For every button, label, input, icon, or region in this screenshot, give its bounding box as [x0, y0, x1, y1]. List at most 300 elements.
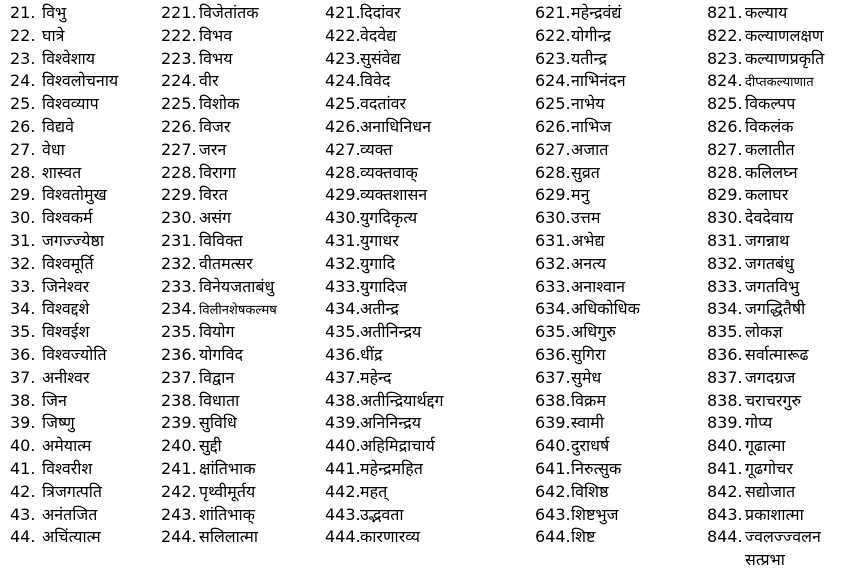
entry-name: लोकज्ञ	[745, 322, 783, 342]
entry-name: क्षांतिभाक	[199, 459, 256, 478]
entry-number: 628.	[535, 162, 571, 182]
entry-name: विशोक	[199, 94, 240, 114]
list-item	[535, 206, 600, 229]
entry-number: 632.	[535, 253, 571, 273]
list-item	[325, 138, 392, 161]
entry-name: विद्वान	[199, 367, 235, 387]
list-item	[325, 24, 396, 47]
entry-number: 24.	[10, 71, 36, 91]
list-item	[535, 343, 606, 366]
entry-name: नाभिनंदन	[571, 71, 626, 91]
entry-number: 422.	[325, 25, 361, 45]
list-item	[10, 366, 90, 389]
list-item	[161, 115, 230, 138]
entry-number: 241.	[161, 459, 197, 478]
list-item	[535, 480, 609, 503]
entry-name: अचिंत्यात्म	[42, 527, 101, 547]
list-item	[325, 47, 401, 70]
entry-number: 40.	[10, 436, 36, 456]
entry-name: अनीश्वर	[42, 367, 90, 387]
entry-number: 821.	[707, 3, 743, 22]
entry-name: विश्वमूर्ति	[42, 253, 94, 273]
entry-name: सद्योजात	[745, 481, 796, 501]
list-item	[535, 411, 604, 434]
entry-name: वीतमत्सर	[199, 253, 253, 273]
list-item	[707, 366, 795, 389]
entry-name: विभव	[199, 25, 233, 45]
entry-name: विक्रम	[571, 390, 606, 410]
entry-number: 829.	[707, 185, 743, 205]
entry-number: 22.	[10, 25, 36, 45]
list-item	[161, 297, 277, 320]
list-item	[535, 457, 621, 480]
entry-number: 238.	[161, 390, 197, 410]
entry-name: उद्भवता	[360, 504, 404, 524]
entry-name: अतीनिन्द्रय	[360, 322, 422, 342]
list-item	[535, 69, 626, 92]
entry-name: विकलंक	[745, 117, 794, 136]
entry-name: जगद्धितैषी	[745, 299, 806, 319]
entry-number: 21.	[10, 3, 36, 22]
entry-name: ज्वलज्ज्वलन सत्प्रभा	[745, 527, 821, 570]
entry-name: जिनेश्वर	[42, 276, 90, 296]
entry-name: विवेद	[360, 71, 391, 91]
entry-name: कलाघर	[745, 185, 789, 205]
entry-number: 426.	[325, 117, 361, 136]
list-item	[325, 480, 387, 503]
list-item	[161, 1, 259, 24]
entry-name: दिदांवर	[360, 3, 401, 22]
entry-number: 233.	[161, 276, 197, 296]
entry-name: विश्वलोचनाय	[42, 71, 119, 91]
list-item	[535, 389, 606, 412]
list-item	[161, 206, 231, 229]
entry-name: यतीन्द्र	[571, 48, 607, 68]
list-item	[10, 389, 67, 412]
list-item	[535, 161, 600, 184]
entry-number: 38.	[10, 390, 36, 410]
list-item	[707, 434, 785, 457]
entry-number: 230.	[161, 208, 197, 228]
list-item	[10, 47, 95, 70]
entry-number: 443.	[325, 504, 361, 524]
entry-number: 841.	[707, 459, 743, 478]
entry-name: नाभेय	[571, 94, 605, 114]
entry-name: विश्वद्दशे	[42, 299, 90, 319]
list-item	[707, 525, 840, 571]
entry-number: 228.	[161, 162, 197, 182]
entry-name: विश्वेशाय	[42, 48, 96, 68]
list-item	[707, 69, 814, 92]
entry-number: 843.	[707, 504, 743, 524]
entry-number: 29.	[10, 185, 36, 205]
entry-number: 42.	[10, 481, 36, 501]
list-item	[707, 206, 793, 229]
entry-name: विविक्त	[199, 231, 243, 250]
list-item	[325, 434, 435, 457]
entry-number: 839.	[707, 413, 743, 433]
entry-name: अनिनिन्द्रय	[360, 413, 421, 433]
entry-number: 622.	[535, 25, 571, 45]
entry-number: 227.	[161, 139, 197, 159]
entry-name: विरत	[199, 185, 228, 205]
entry-number: 825.	[707, 94, 743, 114]
entry-name: व्यक्तशासन	[360, 185, 428, 205]
entry-name: विलीनशेषकल्मष	[199, 303, 277, 319]
list-item	[707, 252, 794, 275]
entry-name: विद्यवे	[42, 117, 75, 136]
entry-number: 826.	[707, 117, 743, 136]
entry-name: सुव्रत	[571, 162, 600, 182]
list-item	[325, 320, 421, 343]
list-item	[325, 457, 423, 480]
entry-name: अनंतजित	[42, 504, 98, 524]
entry-name: सुद्दी	[199, 436, 222, 456]
entry-number: 824.	[707, 71, 743, 91]
entry-number: 25.	[10, 94, 36, 114]
entry-name: महेन्द्रवंद्यं	[571, 3, 622, 22]
list-item	[10, 457, 92, 480]
list-item	[707, 161, 798, 184]
list-item	[161, 525, 258, 548]
entry-name: कारणारव्य	[360, 527, 420, 547]
list-item	[161, 389, 239, 412]
entry-name: घात्रे	[42, 25, 65, 45]
entry-name: धींद्र	[360, 345, 383, 364]
list-item	[325, 503, 404, 526]
list-item	[535, 297, 640, 320]
list-item	[325, 69, 390, 92]
entry-number: 623.	[535, 48, 571, 68]
entry-number: 640.	[535, 436, 571, 456]
entry-name: जिन	[42, 390, 67, 410]
entry-name: जगन्नाथ	[745, 231, 790, 250]
list-item	[535, 229, 605, 252]
entry-number: 242.	[161, 481, 197, 501]
list-item	[707, 183, 788, 206]
list-item	[535, 434, 609, 457]
entry-number: 630.	[535, 208, 571, 228]
list-item	[10, 69, 118, 92]
entry-name: अजात	[571, 139, 609, 159]
entry-name: अनाश्वान	[571, 276, 625, 296]
entry-name: जगतविभु	[745, 276, 800, 296]
entry-number: 626.	[535, 117, 571, 136]
entry-number: 244.	[161, 527, 197, 547]
entry-number: 837.	[707, 367, 743, 387]
entry-number: 229.	[161, 185, 197, 205]
list-item	[707, 92, 795, 115]
entry-number: 430.	[325, 208, 361, 228]
entry-number: 828.	[707, 162, 743, 182]
list-item	[161, 92, 239, 115]
list-item	[325, 229, 399, 252]
entry-name: कल्याणप्रकृति	[745, 48, 825, 68]
entry-number: 27.	[10, 139, 36, 159]
list-item	[707, 229, 789, 252]
entry-number: 221.	[161, 3, 197, 22]
entry-name: युगदिकृत्य	[360, 208, 418, 228]
entry-number: 421.	[325, 3, 361, 22]
entry-number: 644.	[535, 527, 571, 547]
list-item	[707, 275, 799, 298]
list-item	[535, 183, 589, 206]
entry-name: देवदेवाय	[745, 208, 794, 228]
entry-number: 842.	[707, 481, 743, 501]
entry-name: वेधा	[42, 139, 65, 159]
entry-number: 441.	[325, 459, 361, 478]
entry-number: 433.	[325, 276, 361, 296]
list-item	[161, 480, 255, 503]
entry-number: 26.	[10, 117, 36, 136]
list-item	[707, 115, 793, 138]
entry-number: 840.	[707, 436, 743, 456]
list-item	[161, 503, 255, 526]
entry-number: 439.	[325, 413, 361, 433]
list-item	[10, 24, 64, 47]
entry-name: वदतांवर	[360, 94, 407, 114]
list-item	[325, 275, 407, 298]
list-item	[535, 366, 601, 389]
entry-name: अधिगुरु	[571, 322, 616, 342]
list-item	[325, 297, 399, 320]
list-item	[161, 411, 237, 434]
entry-name: शिष्ट	[571, 527, 596, 547]
entry-number: 32.	[10, 253, 36, 273]
entry-number: 836.	[707, 345, 743, 364]
list-item	[10, 297, 89, 320]
list-item	[161, 161, 236, 184]
entry-name: योगीन्द्र	[571, 25, 612, 45]
list-item	[325, 1, 401, 24]
entry-name: सुसंवेद्य	[360, 48, 401, 68]
entry-number: 243.	[161, 504, 197, 524]
entry-number: 830.	[707, 208, 743, 228]
list-item	[535, 24, 611, 47]
entry-name: महत्	[360, 481, 388, 501]
entry-name: शांतिभाक्	[199, 504, 255, 524]
entry-number: 428.	[325, 162, 361, 182]
entry-name: व्यक्त	[360, 139, 393, 159]
entry-number: 222.	[161, 25, 197, 45]
entry-number: 639.	[535, 413, 571, 433]
entry-number: 844.	[707, 527, 743, 547]
entry-name: पृथ्वीमूर्तय	[199, 481, 256, 501]
entry-name: शिष्टभुज	[571, 504, 619, 524]
entry-number: 431.	[325, 231, 361, 250]
entry-number: 835.	[707, 322, 743, 342]
entry-number: 643.	[535, 504, 571, 524]
entry-number: 624.	[535, 71, 571, 91]
list-item	[707, 503, 804, 526]
list-item	[161, 320, 234, 343]
entry-number: 34.	[10, 299, 36, 319]
entry-name: विजर	[199, 117, 231, 136]
entry-number: 436.	[325, 345, 361, 364]
entry-name: सलिलात्मा	[199, 527, 259, 547]
entry-name: त्रिजगत्पति	[42, 481, 103, 501]
entry-number: 236.	[161, 345, 197, 364]
entry-name: गोप्य	[745, 413, 773, 433]
entry-number: 237.	[161, 367, 197, 387]
entry-name: महेन्द्रमहित	[360, 459, 423, 478]
entry-name: अमेयात्म	[42, 436, 92, 456]
entry-number: 234.	[161, 299, 197, 319]
entry-name: जगतबंधु	[745, 253, 794, 273]
list-item	[161, 138, 226, 161]
entry-name: युगादि	[360, 253, 396, 273]
list-item	[535, 47, 607, 70]
entry-name: विधाता	[199, 390, 240, 410]
entry-name: विश्वज्योति	[42, 345, 107, 364]
entry-name: विभु	[42, 3, 67, 22]
entry-name: जरन	[199, 139, 227, 159]
entry-number: 240.	[161, 436, 197, 456]
entry-number: 23.	[10, 48, 36, 68]
entry-name: विश्वकर्म	[42, 208, 93, 228]
entry-number: 432.	[325, 253, 361, 273]
entry-number: 223.	[161, 48, 197, 68]
entry-number: 831.	[707, 231, 743, 250]
list-item	[535, 138, 608, 161]
entry-name: विश्वव्याप	[42, 94, 99, 114]
entry-number: 435.	[325, 322, 361, 342]
entry-name: विकल्पप	[745, 94, 796, 114]
entry-number: 31.	[10, 231, 36, 250]
list-item	[535, 115, 611, 138]
list-item	[161, 69, 219, 92]
entry-name: योगविद	[199, 345, 243, 364]
list-item	[161, 366, 234, 389]
entry-number: 635.	[535, 322, 571, 342]
entry-number: 440.	[325, 436, 361, 456]
entry-name: जगज्ज्येष्ठा	[42, 231, 105, 250]
entry-number: 37.	[10, 367, 36, 387]
list-item	[10, 206, 93, 229]
entry-name: सर्वात्मारूढ	[745, 345, 809, 364]
entry-number: 641.	[535, 459, 571, 478]
list-item	[707, 297, 805, 320]
entry-number: 424.	[325, 71, 361, 91]
list-item	[10, 229, 104, 252]
entry-name: युगाधर	[360, 231, 399, 250]
entry-name: अधिकोधिक	[571, 299, 640, 319]
entry-number: 239.	[161, 413, 197, 433]
list-item	[707, 411, 772, 434]
list-item	[535, 320, 616, 343]
list-item	[707, 457, 793, 480]
entry-number: 444.	[325, 527, 361, 547]
entry-name: वियोग	[199, 322, 235, 342]
entry-name: कलिलघ्न	[745, 162, 798, 182]
list-item	[325, 92, 406, 115]
entry-number: 30.	[10, 208, 36, 228]
list-item	[10, 503, 97, 526]
list-item	[707, 343, 809, 366]
entry-number: 41.	[10, 459, 36, 478]
entry-number: 235.	[161, 322, 197, 342]
entry-number: 631.	[535, 231, 571, 250]
list-item	[707, 389, 801, 412]
entry-number: 636.	[535, 345, 571, 364]
entry-name: वेदवेद्य	[360, 25, 397, 45]
list-item	[161, 457, 256, 480]
entry-name: युगादिज	[360, 276, 407, 296]
list-item	[10, 411, 75, 434]
list-item	[10, 115, 74, 138]
entry-number: 833.	[707, 276, 743, 296]
list-item	[10, 1, 66, 24]
entry-number: 35.	[10, 322, 36, 342]
list-item	[325, 161, 418, 184]
entry-number: 423.	[325, 48, 361, 68]
entry-number: 28.	[10, 162, 36, 182]
entry-name: महेन्द	[360, 367, 392, 387]
list-item	[707, 1, 787, 24]
list-item	[10, 525, 101, 548]
list-item	[10, 480, 102, 503]
entry-number: 36.	[10, 345, 36, 364]
entry-number: 427.	[325, 139, 361, 159]
entry-name: उत्तम	[571, 208, 601, 228]
list-item	[10, 161, 81, 184]
entry-name: मनु	[571, 185, 590, 205]
entry-name: वीर	[199, 71, 219, 91]
entry-name: सुमेध	[571, 367, 602, 387]
entry-name: अतीन्द्र	[360, 299, 399, 319]
entry-number: 642.	[535, 481, 571, 501]
entry-number: 437.	[325, 367, 361, 387]
entry-name: स्वामी	[571, 413, 604, 433]
list-item	[707, 138, 795, 161]
list-item	[535, 275, 625, 298]
list-item	[535, 92, 605, 115]
list-item	[535, 503, 619, 526]
list-item	[161, 229, 243, 252]
entry-number: 838.	[707, 390, 743, 410]
entry-number: 231.	[161, 231, 197, 250]
entry-number: 627.	[535, 139, 571, 159]
list-item	[161, 252, 253, 275]
entry-name: जगदग्रज	[745, 367, 796, 387]
entry-number: 225.	[161, 94, 197, 114]
list-item	[161, 47, 233, 70]
list-item	[10, 183, 107, 206]
list-item	[325, 183, 427, 206]
entry-name: विश्वरीश	[42, 459, 93, 478]
entry-name: विशिष्ठ	[571, 481, 609, 501]
list-item	[707, 24, 823, 47]
list-item	[161, 183, 228, 206]
entry-number: 442.	[325, 481, 361, 501]
entry-name: गूढगोचर	[745, 459, 793, 478]
entry-number: 226.	[161, 117, 197, 136]
entry-number: 429.	[325, 185, 361, 205]
list-item	[707, 47, 824, 70]
entry-number: 834.	[707, 299, 743, 319]
list-item	[10, 434, 91, 457]
list-item	[161, 434, 222, 457]
entry-name: कलातीत	[745, 139, 795, 159]
entry-name: सुगिरा	[571, 345, 606, 364]
list-item	[325, 389, 443, 412]
entry-name: विनेयजताबंधु	[199, 276, 275, 296]
list-item	[325, 206, 417, 229]
list-item	[325, 343, 382, 366]
entry-name: असंग	[199, 208, 232, 228]
entry-number: 621.	[535, 3, 571, 22]
entry-number: 625.	[535, 94, 571, 114]
